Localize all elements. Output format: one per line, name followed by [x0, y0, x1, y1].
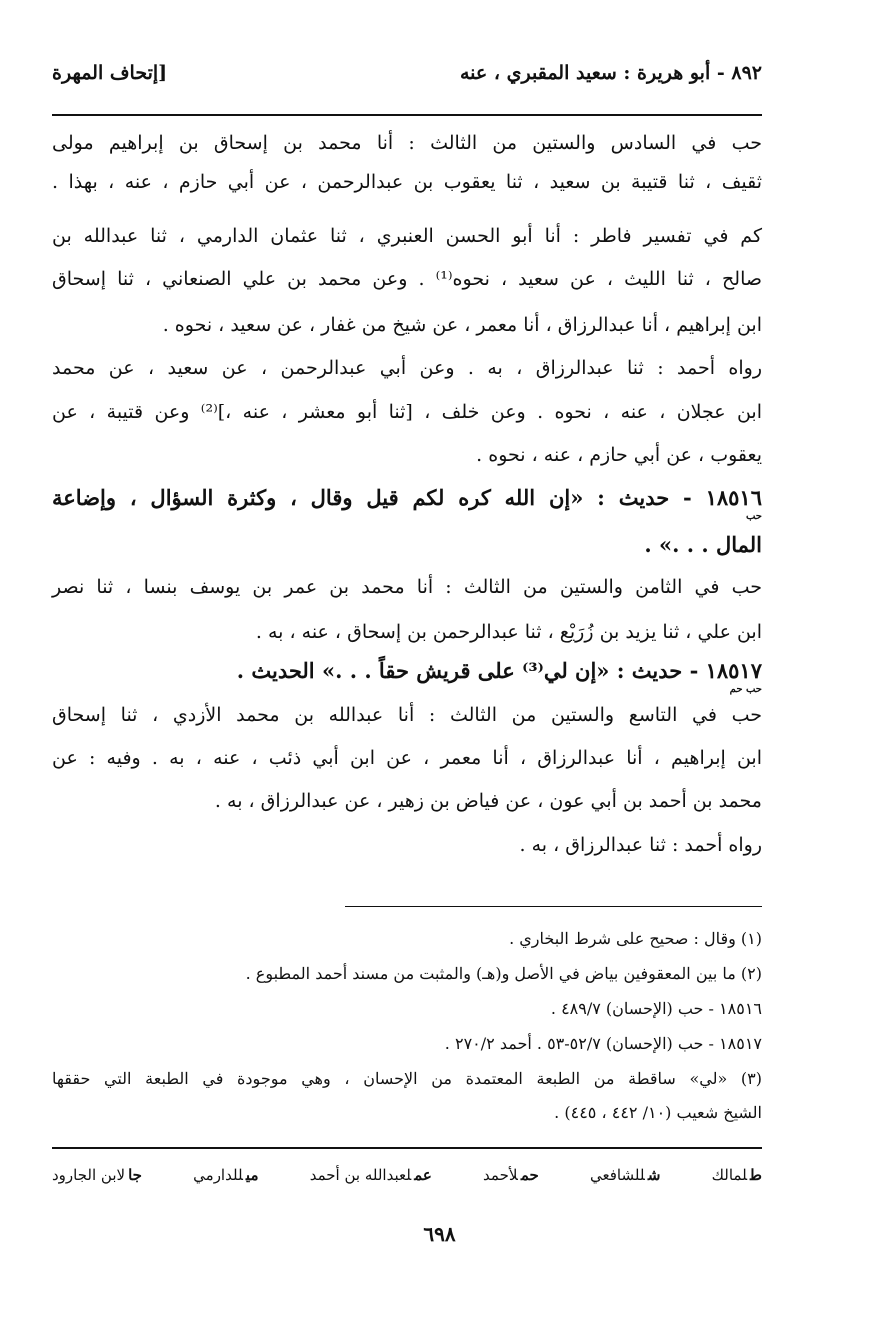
hadith-sigla: حب: [745, 511, 762, 522]
abbr-item: ميللدارمي: [193, 1166, 259, 1184]
abbr-item: حملأحمد: [483, 1166, 539, 1184]
text-line: يعقوب ، عن أبي حازم ، عنه ، نحوه .: [476, 444, 762, 466]
section-title: ٨٩٢ - أبو هريرة : سعيد المقبري ، عنه: [460, 62, 762, 84]
book-title: [إتحاف المهرة: [52, 62, 168, 84]
footnote: (٢) ما بين المعقوفين بياض في الأصل و(هـ) والمثبت من مسند أحمد المطبوع .: [245, 964, 762, 983]
text-line: محمد بن أحمد بن أبي عون ، عن فياض بن زهير ، عن عبدالرزاق ، به .: [214, 790, 762, 812]
text-line: حب في التاسع والستين من الثالث : أنا عبدالله بن محمد الأزدي ، ثنا إسحاق: [52, 704, 762, 726]
hadith-heading-18517: ١٨٥١٧ - حديث : «إن لي⁽³⁾ على قريش حقاً . . .» الحديث .: [236, 658, 762, 683]
text-line: ثقيف ، ثنا قتيبة بن سعيد ، ثنا يعقوب بن عبدالرحمن ، عن أبي حازم ، عنه ، بهذا .: [52, 171, 762, 193]
running-header: [52, 62, 762, 96]
footnote: (١) وقال : صحيح على شرط البخاري .: [509, 929, 762, 948]
text-line: حب في السادس والستين من الثالث : أنا محمد بن إسحاق بن إبراهيم مولى: [52, 132, 762, 154]
text-line: كم في تفسير فاطر : أنا أبو الحسن العنبري ، ثنا عثمان الدارمي ، ثنا عبدالله بن: [52, 225, 762, 247]
abbreviation-key: [52, 1163, 762, 1187]
footnote-continuation: الشيخ شعيب (١٠/ ٤٤٢ ، ٤٤٥) .: [554, 1103, 762, 1122]
abbr-item: عملعبدالله بن أحمد: [309, 1166, 432, 1184]
text-line: صالح ، ثنا الليث ، عن سعيد ، نحوه⁽¹⁾ . وعن محمد بن علي الصنعاني ، ثنا إسحاق: [52, 268, 762, 290]
abbr-item: جالابن الجارود: [52, 1166, 142, 1184]
hadith-heading-18516: ١٨٥١٦ - حديث : «إن الله كره لكم قيل وقال ، وكثرة السؤال ، وإضاعة: [52, 485, 762, 510]
footnote: (٣) «لي» ساقطة من الطبعة المعتمدة من الإحسان ، وهي موجودة في الطبعة التي حققها: [52, 1069, 762, 1088]
footnote: ١٨٥١٧ - حب (الإحسان) ٥٢/٧-٥٣ . أحمد ٢٧٠/٢ .: [444, 1034, 762, 1053]
text-line: ابن إبراهيم ، أنا عبدالرزاق ، أنا معمر ، عن شيخ من غفار ، عن سعيد ، نحوه .: [162, 314, 762, 336]
abbr-item: شللشافعي: [590, 1166, 661, 1184]
hadith-heading-continuation: المال . . .» .: [644, 532, 762, 557]
text-line: ابن إبراهيم ، أنا عبدالرزاق ، أنا معمر ، عن ابن أبي ذئب ، عنه ، به . وفيه : عن: [52, 747, 762, 769]
footnote-separator: [345, 906, 762, 907]
hadith-sigla: حب حم: [729, 684, 762, 695]
text-line: رواه أحمد : ثنا عبدالرزاق ، به . وعن أبي عبدالرحمن ، عن سعيد ، عن محمد: [52, 357, 762, 379]
text-line: رواه أحمد : ثنا عبدالرزاق ، به .: [519, 834, 762, 856]
text-line: حب في الثامن والستين من الثالث : أنا محمد بن عمر بن يوسف بنسا ، ثنا نصر: [52, 576, 762, 598]
page-number: ٦٩٨: [423, 1222, 456, 1246]
abbreviation-rule: [52, 1147, 762, 1149]
abbr-item: طلمالك: [711, 1166, 762, 1184]
text-line: ابن عجلان ، عنه ، نحوه . وعن خلف ، [ثنا أبو معشر ، عنه ،]⁽²⁾ وعن قتيبة ، عن: [52, 401, 762, 423]
header-rule: [52, 114, 762, 116]
footnote: ١٨٥١٦ - حب (الإحسان) ٤٨٩/٧ .: [550, 999, 762, 1018]
text-line: ابن علي ، ثنا يزيد بن زُرَيْع ، ثنا عبدالرحمن بن إسحاق ، عنه ، به .: [255, 621, 762, 643]
